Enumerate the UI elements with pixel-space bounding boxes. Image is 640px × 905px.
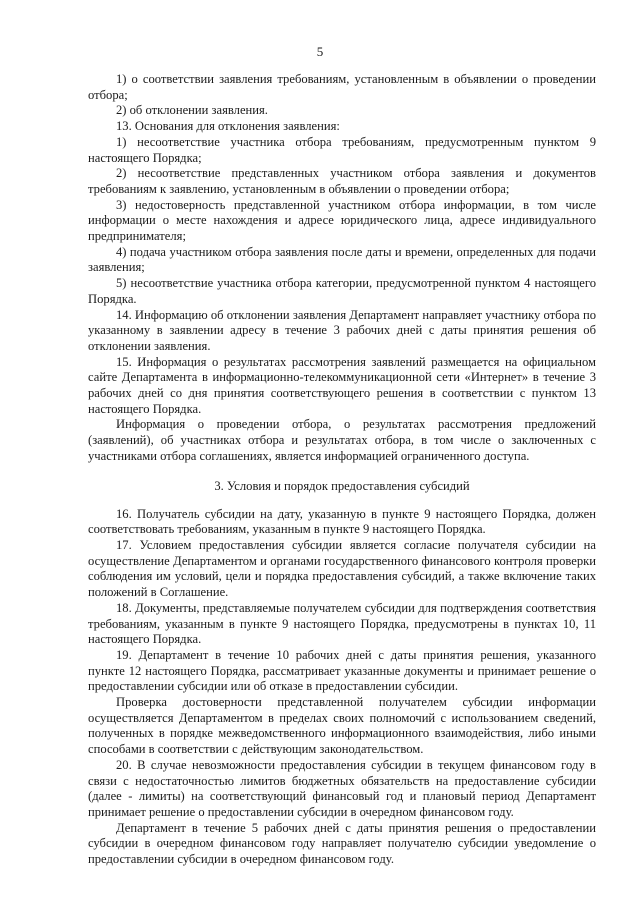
- paragraph: 19. Департамент в течение 10 рабочих дней с даты принятия решения, указанного пункте 12 настоящего Порядка, рассматривает указанные документы и принимает решение о предоставлении субсидии или об отказе в предоставлении субсидии.: [88, 647, 596, 694]
- paragraph: Информация о проведении отбора, о результатах рассмотрения предложений (заявлений), об участниках отбора и результатах отбора, в том числе о заключенных с участниками отбора соглашениях, является информацией ограниченного доступа.: [88, 417, 596, 463]
- page-number: 5: [316, 44, 324, 59]
- paragraph: 15. Информация о результатах рассмотрения заявлений размещается на официальном сайте Департамента в информационно-телекоммуникационной сети «Интернет» в течение 3 рабочих дней со дня принятия соответствующего решения в соответствии с пунктом 13 настоящего Порядка.: [88, 354, 596, 416]
- section-heading: 3. Условия и порядок предоставления субсидий: [214, 478, 470, 493]
- paragraph: Департамент в течение 5 рабочих дней с даты принятия решения о предоставлении субсидии в очередном финансовом году направляет получателю субсидии уведомление о предоставлении субсидии в очередном финансовом году.: [88, 820, 596, 867]
- document-body: [88, 72, 596, 868]
- paragraph: 5) несоответствие участника отбора категории, предусмотренной пунктом 4 настоящего Порядка.: [88, 276, 596, 306]
- paragraph: 13. Основания для отклонения заявления:: [116, 119, 340, 134]
- paragraph: 16. Получатель субсидии на дату, указанную в пункте 9 настоящего Порядка, должен соответствовать требованиям, указанным в пункте 9 настоящего Порядка.: [88, 506, 596, 537]
- paragraph: 17. Условием предоставления субсидии является согласие получателя субсидии на осуществление Департаментом и органами государственного финансового контроля проверки соблюдения им условий, цели и порядка предоставления субсидий, а также включение таких положений в Соглашение.: [88, 537, 596, 600]
- paragraph: 1) несоответствие участника отбора требованиям, предусмотренным пунктом 9 настоящего Порядка;: [88, 134, 596, 165]
- paragraph: 2) несоответствие представленных участником отбора заявления и документов требованиям к заявлению, установленным в объявлении о проведении отбора;: [88, 166, 596, 196]
- paragraph: 3) недостоверность представленной участником отбора информации, в том числе информации о месте нахождения и адресе юридического лица, адресе индивидуального предпринимателя;: [88, 197, 596, 244]
- paragraph: 18. Документы, представляемые получателем субсидии для подтверждения соответствия требованиям, указанным в пункте 9 настоящего Порядка, предусмотрены в пунктах 10, 11 настоящего Порядка.: [88, 600, 596, 647]
- paragraph: 20. В случае невозможности предоставления субсидии в текущем финансовом году в связи с недостаточностью лимитов бюджетных обязательств на предоставление субсидии (далее - лимиты) на соответствующий финансовый год и плановый период Департамент принимает решение о предоставлении субсидии в очередном финансовом году.: [88, 757, 596, 819]
- paragraph: Проверка достоверности представленной получателем субсидии информации осуществляется Департаментом в пределах своих полномочий с использованием сведений, полученных в порядке межведомственного информационного взаимодействия, либо иными способами в соответствии с действующим законодательством.: [88, 695, 596, 757]
- paragraph: 2) об отклонении заявления.: [116, 103, 268, 118]
- paragraph: 4) подача участником отбора заявления после даты и времени, определенных для подачи заявления;: [88, 244, 596, 275]
- paragraph: 1) о соответствии заявления требованиям, установленным в объявлении о проведении отбора;: [88, 72, 596, 102]
- paragraph: 14. Информацию об отклонении заявления Департамент направляет участнику отбора по указанному в заявлении адресу в течение 3 рабочих дней с даты принятия решения об отклонении заявления.: [88, 307, 596, 353]
